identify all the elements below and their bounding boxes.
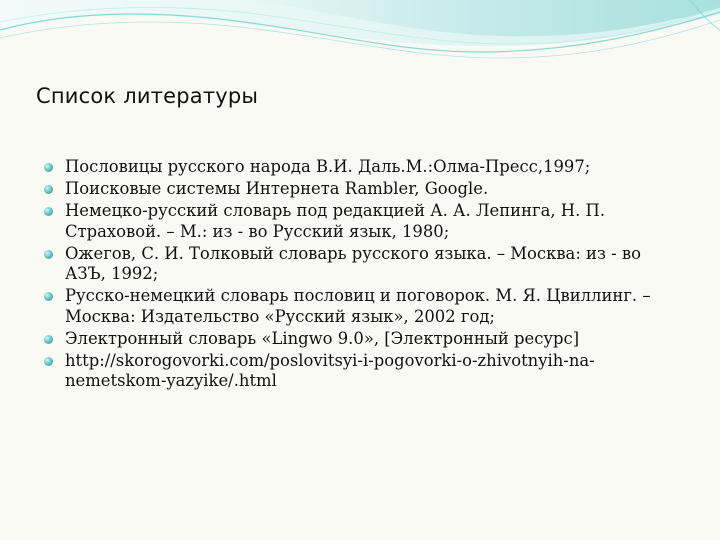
list-item <box>44 157 684 178</box>
list-item-text: Немецко-русский словарь под редакцией А. А. Лепинга, Н. П. Страховой. – М.: из - во Русский язык, 1980; <box>65 201 606 241</box>
bullet-icon <box>44 357 53 366</box>
page-title: Список литературы <box>36 84 259 108</box>
bullet-icon <box>44 335 53 344</box>
list-item-text: Русско-немецкий словарь пословиц и поговорок. М. Я. Цвиллинг. – Москва: Издательство «Русский язык», 2002 год; <box>65 286 651 326</box>
list-item-text: Пословицы русского народа В.И. Даль.М.:Олма-Пресс,1997; <box>65 157 591 176</box>
reference-list <box>44 157 684 393</box>
list-item-text: Поисковые системы Интернета Rambler, Google. <box>65 179 489 198</box>
bullet-icon <box>44 292 53 301</box>
bullet-icon <box>44 185 53 194</box>
bullet-icon <box>44 250 53 259</box>
list-item <box>44 351 684 392</box>
list-item-text: Электронный словарь «Lingwo 9.0», [Электронный ресурс] <box>65 328 580 348</box>
list-item <box>44 201 684 242</box>
list-item <box>44 179 684 200</box>
list-item <box>44 286 684 327</box>
decorative-wave-header <box>0 0 720 80</box>
list-item-text: Ожегов, С. И. Толковый словарь русского языка. – Москва: из - во АЗЪ, 1992; <box>65 243 641 283</box>
bullet-icon <box>44 207 53 216</box>
bullet-icon <box>44 163 53 172</box>
list-item-text: http://skorogovorki.com/poslovitsyi-i-pogovorki-o-zhivotnyih-na-nemetskom-yazyike/.html <box>65 350 595 390</box>
list-item <box>44 244 684 285</box>
list-item <box>44 329 684 350</box>
